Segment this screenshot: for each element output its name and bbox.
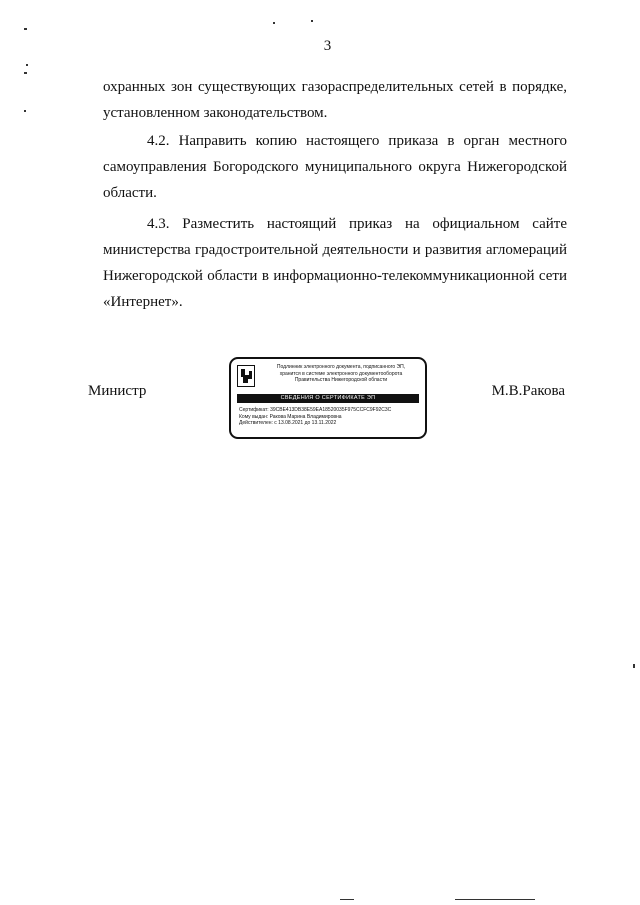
scan-mark: [24, 110, 26, 112]
stamp-issued-to: Кому выдан: Ракова Марина Владимировна: [239, 413, 342, 420]
scan-mark: [26, 64, 28, 66]
paragraph-line: установленном законодательством.: [103, 105, 328, 121]
scan-mark: [24, 72, 27, 74]
stamp-header-line: Правительства Нижегородской области: [294, 377, 388, 383]
signer-name: М.В.Ракова: [491, 383, 565, 399]
paragraph-line: 4.3. Разместить настоящий приказ на официальном сайте: [147, 216, 567, 232]
stamp-details: [239, 407, 423, 427]
scan-mark: [340, 899, 354, 900]
stamp-certificate: Сертификат: 39CBE413DB38E59EA18520035F975CCFC9F92C3C: [239, 407, 392, 413]
scan-mark: [311, 20, 313, 22]
paragraph-1: [103, 74, 567, 126]
paragraph-2: [103, 128, 567, 206]
paragraph-line: Нижегородской области в информационно-телекоммуникационной сети: [103, 268, 567, 284]
signature-stamp: [229, 357, 427, 439]
coat-of-arms-icon: [237, 365, 255, 387]
paragraph-line: самоуправления Богородского муниципального округа Нижегородской: [103, 159, 567, 175]
paragraph-line: министерства градостроительной деятельности и развития агломераций: [103, 242, 567, 258]
scan-mark: [273, 22, 275, 24]
paragraph-line: 4.2. Направить копию настоящего приказа в орган местного: [147, 133, 567, 149]
paragraph-line: области.: [103, 185, 157, 201]
paragraph-line: «Интернет».: [103, 294, 183, 310]
scan-mark: [455, 899, 535, 900]
paragraph-3: [103, 211, 567, 315]
page-number: 3: [323, 38, 332, 54]
stamp-header-line: Подлинник электронного документа, подписанного ЭП,: [276, 364, 406, 370]
signer-title: Министр: [88, 383, 147, 399]
paragraph-line: охранных зон существующих газораспределительных сетей в порядке,: [103, 79, 567, 95]
stamp-banner: СВЕДЕНИЯ О СЕРТИФИКАТЕ ЭП: [237, 394, 419, 403]
scan-mark: [633, 664, 635, 668]
stamp-header: [261, 364, 421, 384]
stamp-validity: Действителен: с 13.08.2021 до 13.11.2022: [239, 420, 337, 426]
scan-mark: [24, 28, 27, 30]
stamp-header-line: хранится в системе электронного документооборота: [279, 370, 403, 377]
